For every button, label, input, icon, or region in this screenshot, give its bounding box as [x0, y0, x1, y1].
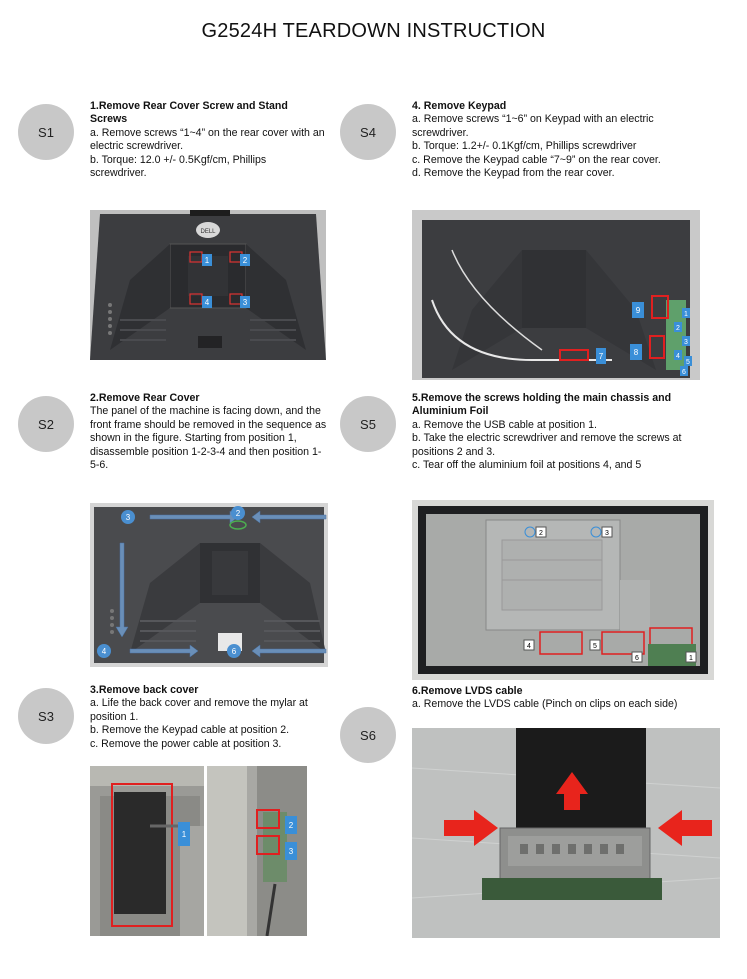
- step-text-s1: [90, 100, 325, 180]
- photo-s3-mylar: [90, 766, 204, 936]
- usb-marker: [686, 652, 696, 662]
- step-text-s6: [412, 685, 722, 712]
- step-line: b. Remove the Keypad cable at position 2.: [90, 724, 290, 737]
- svg-text:3: 3: [684, 339, 688, 346]
- mylar-marker: [178, 822, 190, 846]
- step-heading-s5: 5.Remove the screws holding the main chassis and Aluminium Foil: [412, 392, 672, 418]
- step-text-s4: [412, 100, 712, 180]
- step-text-s2: [90, 392, 330, 472]
- svg-text:4: 4: [676, 353, 680, 360]
- step-badge-s5: S5: [340, 396, 396, 452]
- keypad-screw-marker: [682, 336, 690, 346]
- cable-marker: [285, 842, 297, 860]
- step-badge-s2: S2: [18, 396, 74, 452]
- keypad-screw-marker: [680, 366, 688, 376]
- step-line: The panel of the machine is facing down, and the front frame should be removed in the sequence as shown in the figure. Starting from position 1, disassemble position 1-2-3-4 and then position 1-5-6.: [90, 405, 327, 472]
- svg-text:7: 7: [598, 352, 604, 361]
- step-badge-s4: S4: [340, 104, 396, 160]
- sequence-marker: [121, 510, 135, 524]
- screw-marker: [240, 296, 250, 308]
- svg-text:5: 5: [593, 643, 597, 650]
- screw-marker: [202, 296, 212, 308]
- step-badge-s3: S3: [18, 688, 74, 744]
- step-text-s5: [412, 392, 712, 472]
- svg-text:6: 6: [682, 369, 686, 376]
- screw-marker: [202, 254, 212, 266]
- photo-s5-main-chassis: [412, 500, 714, 680]
- step-line: c. Remove the power cable at position 3.: [90, 737, 282, 750]
- svg-text:2: 2: [288, 821, 294, 830]
- dell-logo: DELL: [200, 229, 216, 235]
- step-line: b. Torque: 12.0 +/- 0.5Kgf/cm, Phillips screwdriver.: [90, 153, 267, 180]
- step-line: a. Remove screws “1~6” on Keypad with an electric screwdriver.: [412, 113, 654, 139]
- step-line: c. Tear off the aluminium foil at positions 4, and 5: [412, 459, 642, 472]
- svg-text:8: 8: [633, 348, 639, 357]
- svg-text:3: 3: [242, 298, 248, 307]
- step-line: a. Remove the USB cable at position 1.: [412, 418, 597, 431]
- svg-text:2: 2: [676, 325, 680, 332]
- step-heading-s4: 4. Remove Keypad: [412, 100, 507, 112]
- svg-text:1: 1: [684, 311, 688, 318]
- step-line: b. Take the electric screwdriver and remove the screws at positions 2 and 3.: [412, 432, 682, 458]
- svg-text:2: 2: [242, 256, 248, 265]
- chassis-marker: [632, 652, 642, 662]
- svg-text:5: 5: [686, 359, 690, 366]
- keypad-screw-marker: [674, 350, 682, 360]
- step-line: c. Remove the Keypad cable “7~9” on the rear cover.: [412, 153, 661, 166]
- photo-s6-lvds-cable: [412, 728, 720, 938]
- svg-text:6: 6: [635, 655, 639, 662]
- page-title: G2524H TEARDOWN INSTRUCTION: [201, 20, 546, 42]
- svg-text:3: 3: [605, 530, 609, 537]
- sequence-marker: [97, 644, 111, 658]
- step-heading-s1: 1.Remove Rear Cover Screw and Stand Screws: [90, 100, 288, 126]
- step-line: a. Remove the LVDS cable (Pinch on clips on each side): [412, 698, 678, 711]
- svg-text:9: 9: [635, 306, 641, 315]
- cable-marker: [285, 816, 297, 834]
- step-line: a. Remove screws “1~4” on the rear cover with an electric screwdriver.: [90, 126, 325, 153]
- step-badge-s1: S1: [18, 104, 74, 160]
- step-line: a. Life the back cover and remove the mylar at position 1.: [90, 697, 308, 723]
- foil-marker: [524, 640, 534, 650]
- svg-text:4: 4: [101, 647, 107, 656]
- step-heading-s6: 6.Remove LVDS cable: [412, 685, 523, 697]
- svg-text:1: 1: [181, 830, 187, 839]
- chassis-marker: [602, 527, 612, 537]
- step-heading-s3: 3.Remove back cover: [90, 684, 199, 696]
- svg-text:3: 3: [288, 847, 294, 856]
- sequence-marker: [227, 644, 241, 658]
- photo-s2-rear-cover-sequence: [90, 503, 328, 667]
- svg-text:1: 1: [689, 655, 693, 662]
- svg-text:6: 6: [231, 647, 237, 656]
- step-text-s3: [90, 684, 330, 751]
- sequence-marker: [231, 506, 245, 520]
- keypad-cable-marker: [632, 302, 644, 318]
- chassis-marker: [536, 527, 546, 537]
- keypad-cable-marker: [630, 344, 642, 360]
- foil-marker: [590, 640, 600, 650]
- svg-text:2: 2: [539, 530, 543, 537]
- screw-marker: [240, 254, 250, 266]
- keypad-screw-marker: [684, 356, 692, 366]
- photo-s4-keypad: [412, 210, 700, 380]
- photo-s3-cables: [207, 766, 307, 936]
- svg-text:4: 4: [204, 298, 210, 307]
- step-line: d. Remove the Keypad from the rear cover.: [412, 167, 615, 180]
- step-line: b. Torque: 1.2+/- 0.1Kgf/cm, Phillips screwdriver: [412, 140, 637, 153]
- svg-text:4: 4: [527, 643, 531, 650]
- keypad-cable-marker: [596, 348, 606, 364]
- photo-s1-rear-cover: [90, 210, 326, 360]
- svg-text:3: 3: [125, 513, 131, 522]
- keypad-screw-marker: [682, 308, 690, 318]
- keypad-screw-marker: [674, 322, 682, 332]
- svg-text:2: 2: [235, 509, 241, 518]
- svg-text:1: 1: [204, 256, 210, 265]
- step-badge-s6: S6: [340, 707, 396, 763]
- step-heading-s2: 2.Remove Rear Cover: [90, 392, 200, 404]
